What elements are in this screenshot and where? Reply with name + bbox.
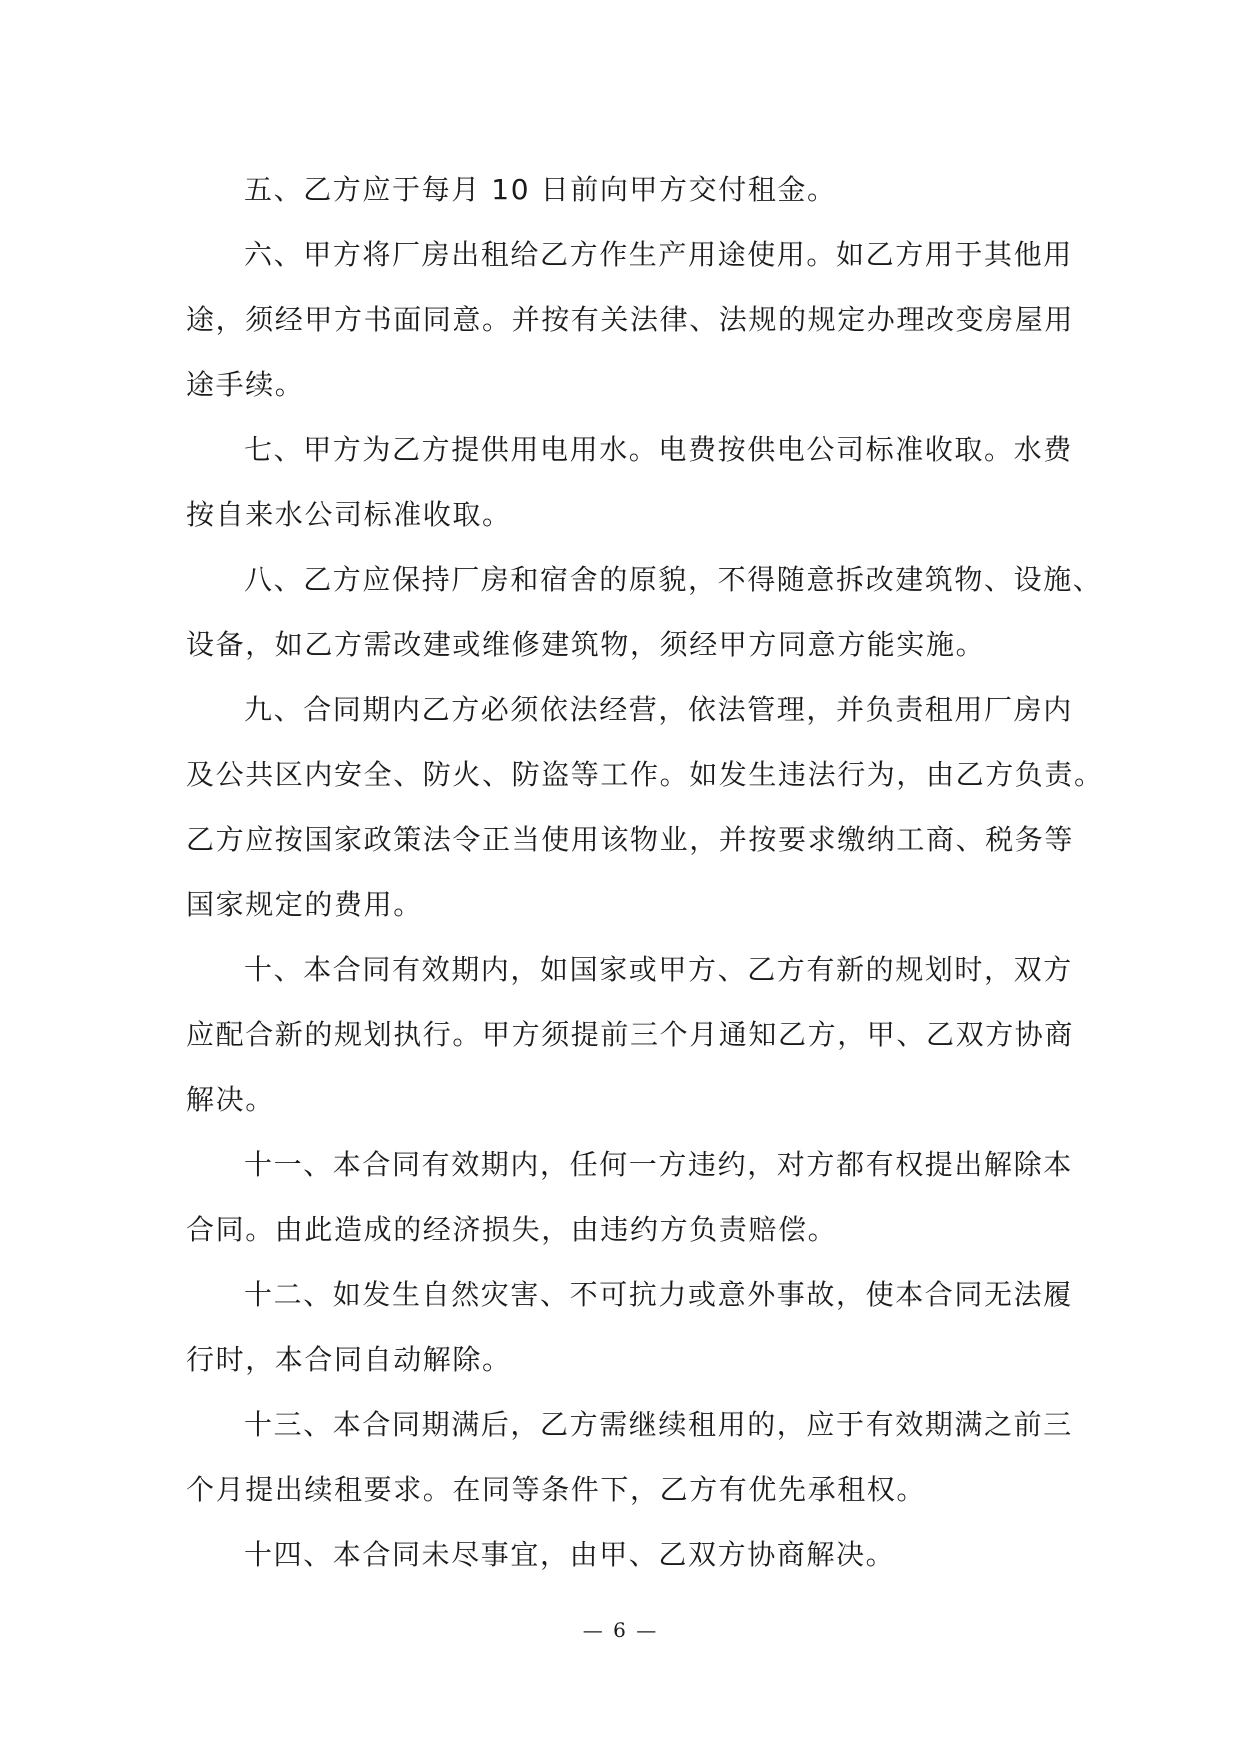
clause-line: 十二、如发生自然灾害、不可抗力或意外事故，使本合同无法履 [244,1278,1073,1311]
clause-line: 十三、本合同期满后，乙方需继续租用的，应于有效期满之前三 [244,1408,1073,1441]
clause-line: 六、甲方将厂房出租给乙方作生产用途使用。如乙方用于其他用 [244,238,1073,271]
clause-line: 及公共区内安全、防火、防盗等工作。如发生违法行为，由乙方负责。 [186,758,1104,791]
clause-line: 行时，本合同自动解除。 [186,1343,512,1376]
clause-line: 合同。由此造成的经济损失，由违约方负责赔偿。 [186,1213,838,1246]
clause-line: 解决。 [186,1083,275,1116]
clause-line: 途，须经甲方书面同意。并按有关法律、法规的规定办理改变房屋用 [186,303,1075,336]
clause-line: 途手续。 [186,368,305,401]
clause-line: 七、甲方为乙方提供用电用水。电费按供电公司标准收取。水费 [244,433,1073,466]
clause-line: 乙方应按国家政策法令正当使用该物业，并按要求缴纳工商、税务等 [186,823,1075,856]
clause-paragraph [186,547,1103,677]
clause-line: 个月提出续租要求。在同等条件下，乙方有优先承租权。 [186,1473,927,1506]
page-number: — 6 — [582,1618,659,1642]
clause-line: 按自来水公司标准收取。 [186,498,512,531]
document-body [186,157,1104,1587]
clause-paragraph [186,222,1075,417]
clause-line: 五、乙方应于每月 10 日前向甲方交付租金。 [244,173,837,206]
clause-paragraph [186,1132,1073,1262]
clause-paragraph [186,1522,1066,1587]
clause-line: 八、乙方应保持厂房和宿舍的原貌，不得随意拆改建筑物、设施、 [244,563,1103,596]
clause-paragraph [186,157,1066,222]
clause-line: 十四、本合同未尽事宜，由甲、乙双方协商解决。 [244,1538,896,1571]
clause-paragraph [186,417,1073,547]
clause-line: 九、合同期内乙方必须依法经营，依法管理，并负责租用厂房内 [244,693,1073,726]
clause-paragraph [186,1392,1073,1522]
clause-paragraph [186,677,1104,937]
clause-paragraph [186,937,1075,1132]
clause-line: 十、本合同有效期内，如国家或甲方、乙方有新的规划时，双方 [244,953,1073,986]
clause-paragraph [186,1262,1073,1392]
clause-line: 应配合新的规划执行。甲方须提前三个月通知乙方，甲、乙双方协商 [186,1018,1075,1051]
clause-line: 国家规定的费用。 [186,888,423,921]
clause-line: 十一、本合同有效期内，任何一方违约，对方都有权提出解除本 [244,1148,1073,1181]
clause-line: 设备，如乙方需改建或维修建筑物，须经甲方同意方能实施。 [186,628,986,661]
